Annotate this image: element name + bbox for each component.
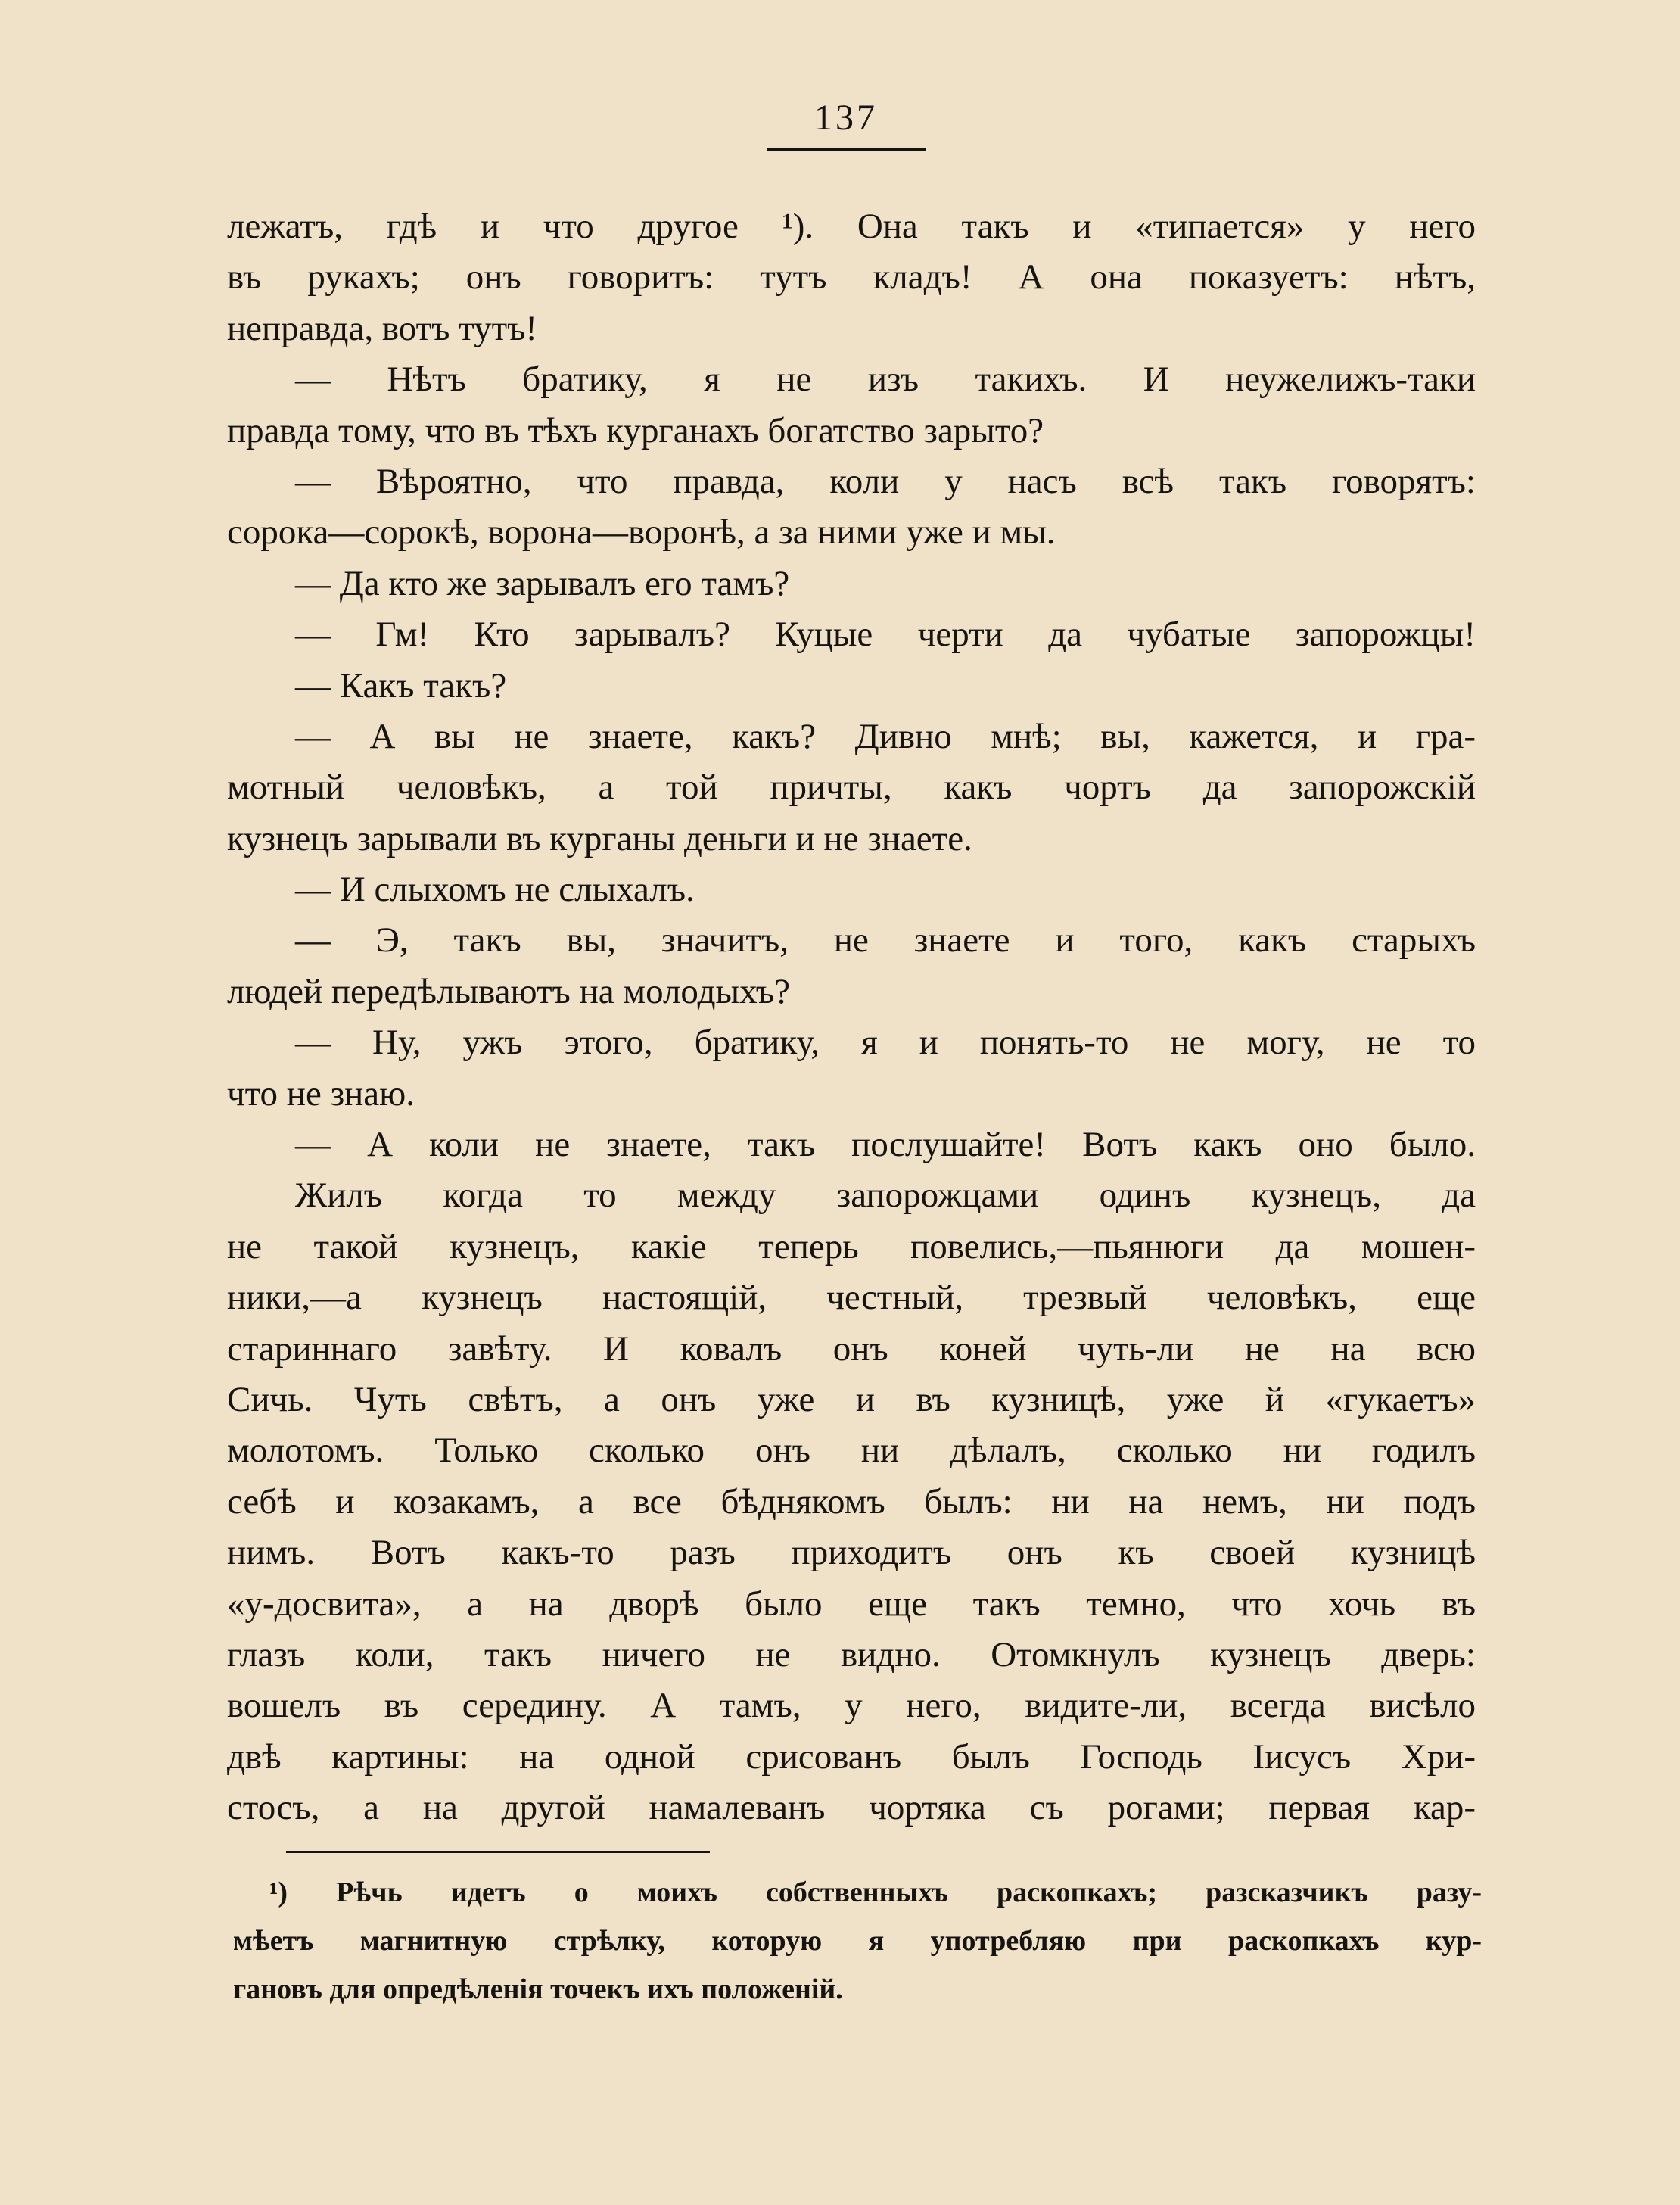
text-line: мотный человѣкъ, а той причты, какъ чортъ да запорожскій bbox=[227, 768, 1476, 808]
text-line: Жилъ когда то между запорожцами одинъ кузнецъ, да bbox=[295, 1176, 1476, 1216]
text-line: — А вы не знаете, какъ? Дивно мнѣ; вы, кажется, и гра- bbox=[295, 716, 1476, 756]
text-line: — Вѣроятно, что правда, коли у насъ всѣ такъ говорятъ: bbox=[295, 461, 1476, 501]
text-line: — Какъ такъ? bbox=[295, 665, 507, 705]
footnote-line: мѣетъ магнитную стрѣлку, которую я употребляю при раскопкахъ кур- bbox=[233, 1925, 1482, 1957]
text-line: «у-досвита», а на дворѣ было еще такъ темно, что хочь въ bbox=[227, 1584, 1476, 1624]
text-line: — Ну, ужъ этого, братику, я и понять-то не могу, не то bbox=[295, 1023, 1476, 1063]
text-line: — Э, такъ вы, значитъ, не знаете и того, какъ старыхъ bbox=[295, 920, 1476, 961]
text-line: сорока—сорокѣ, ворона—воронѣ, а за ними уже и мы. bbox=[227, 512, 1056, 553]
text-line: — А коли не знаете, такъ послушайте! Вотъ какъ оно было. bbox=[295, 1125, 1476, 1165]
text-line: неправда, вотъ тутъ! bbox=[227, 308, 538, 348]
text-line: ники,—а кузнецъ настоящій, честный, трезвый человѣкъ, еще bbox=[227, 1278, 1476, 1318]
text-line: — Гм! Кто зарывалъ? Куцые черти да чубатые запорожцы! bbox=[295, 615, 1476, 655]
page-number-rule bbox=[767, 148, 926, 151]
text-line: Сичь. Чуть свѣтъ, а онъ уже и въ кузницѣ, уже й «гукаетъ» bbox=[227, 1379, 1476, 1419]
footnote-rule bbox=[286, 1851, 710, 1853]
text-line: молотомъ. Только сколько онъ ни дѣлалъ, сколько ни годилъ bbox=[227, 1431, 1476, 1471]
text-line: кузнецъ зарывали въ курганы деньги и не знаете. bbox=[227, 818, 972, 858]
text-line: правда тому, что въ тѣхъ курганахъ богатство зарыто? bbox=[227, 410, 1044, 450]
text-line: себѣ и козакамъ, а все бѣднякомъ былъ: ни на немъ, ни подъ bbox=[227, 1481, 1476, 1521]
text-line: — Да кто же зарывалъ его тамъ? bbox=[295, 563, 790, 603]
text-line: вошелъ въ середину. А тамъ, у него, видите-ли, всегда висѣло bbox=[227, 1686, 1476, 1726]
body-text bbox=[227, 201, 1476, 1834]
text-line: двѣ картины: на одной срисованъ былъ Господь Іисусъ Хри- bbox=[227, 1736, 1476, 1777]
text-line: глазъ коли, такъ ничего не видно. Отомкнулъ кузнецъ дверь: bbox=[227, 1634, 1476, 1674]
page-number: 137 bbox=[814, 98, 878, 138]
text-line: — Нѣтъ братику, я не изъ такихъ. И неужелижъ-таки bbox=[295, 360, 1476, 400]
text-line: въ рукахъ; онъ говоритъ: тутъ кладъ! А она показуетъ: нѣтъ, bbox=[227, 257, 1476, 297]
text-line: стариннаго завѣту. И ковалъ онъ коней чуть-ли не на всю bbox=[227, 1328, 1476, 1369]
footnote bbox=[233, 1868, 1482, 2013]
text-line: стосъ, а на другой намалеванъ чортяка съ рогами; первая кар- bbox=[227, 1788, 1476, 1828]
text-line: людей передѣлываютъ на молодыхъ? bbox=[227, 971, 790, 1011]
text-line: что не знаю. bbox=[227, 1073, 415, 1113]
text-line: нимъ. Вотъ какъ-то разъ приходитъ онъ къ своей кузницѣ bbox=[227, 1533, 1476, 1573]
footnote-line: ¹) Рѣчь идетъ о моихъ собственныхъ раскопкахъ; разсказчикъ разу- bbox=[269, 1876, 1482, 1908]
text-line: — И слыхомъ не слыхалъ. bbox=[295, 870, 695, 910]
footnote-line: гановъ для опредѣленія точекъ ихъ положеній. bbox=[233, 1973, 843, 2005]
text-line: не такой кузнецъ, какіе теперь повелись,—пьянюги да мошен- bbox=[227, 1226, 1476, 1266]
text-line: лежатъ, гдѣ и что другое ¹). Она такъ и «типается» у него bbox=[227, 207, 1476, 246]
